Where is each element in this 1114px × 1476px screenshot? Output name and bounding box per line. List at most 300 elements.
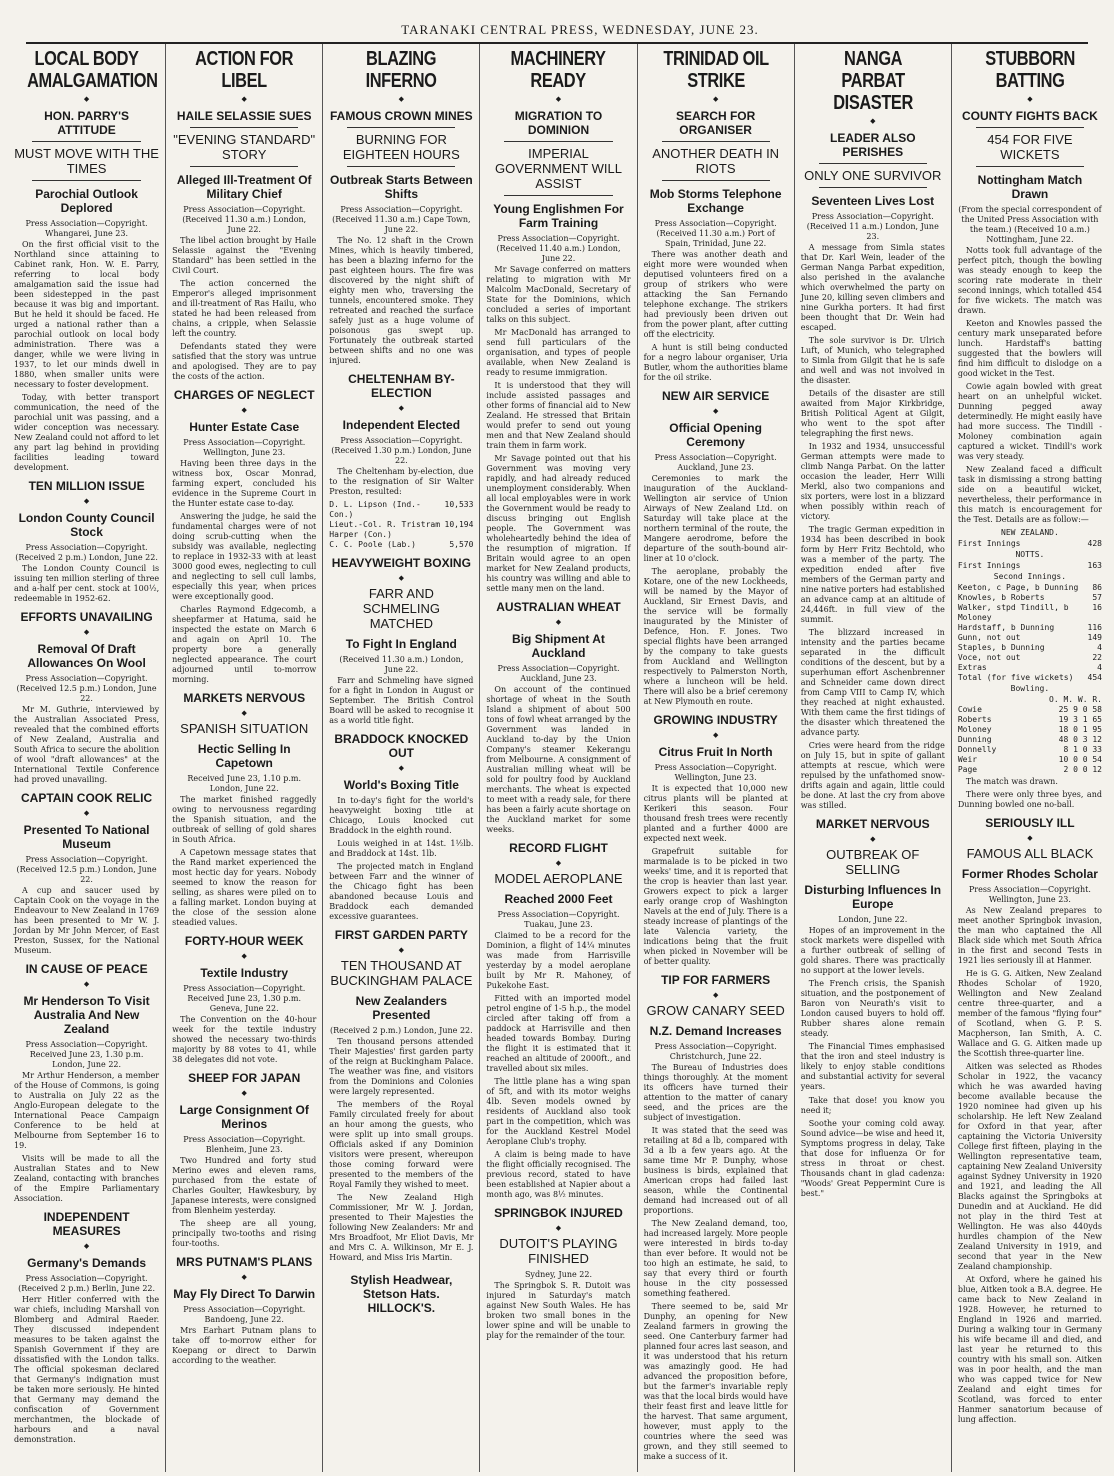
subheading: Mr Henderson To Visit Australia And New Zealand [23, 994, 150, 1036]
candidate-name: Lieut.-Col. R. Tristram Harper (Con.) [329, 520, 441, 539]
body-paragraph: The Springbok S. R. Dutoit was injured in Saturday's match against New South Wales. He has broken two small bones in the lower spine and will be unable to play for the remainder of the tour. [486, 1281, 631, 1340]
runs: 4 [1097, 643, 1102, 652]
batsman: Extras [957, 663, 987, 672]
headline: TRINIDAD OIL STRIKE [662, 48, 769, 92]
body-paragraph: A cup and saucer used by Captain Cook on the voyage in the Endeavour to New Zealand in 1769 has been presented to Mr W. J. Jordan by Mr John Mercer, of East Preston, Sussex, for the National Museum. [14, 886, 160, 955]
column-5 [637, 44, 794, 1472]
article-peace [14, 962, 159, 1204]
body-paragraph: The sole survivor is Dr. Ulrich Luft, of Munich, who telegraphed to Simla from Gilgit that he is safe and well and was not involved in the disaster. [800, 336, 945, 385]
bowling-figures: 19 3 1 65 [1058, 715, 1102, 724]
dateline: Press Association—Copyright. Bandoeng, June 22. [183, 1305, 306, 1324]
body-paragraph: There was another death and eight more were wounded when deputised volunteers fired on a group of strikers who were attacking the San Fernando telephone exchange. The strikers had previously been driven out from the power plant, after cutting off the electricity. [643, 250, 788, 339]
article-canary-seed [644, 973, 788, 1462]
article-record-flight [486, 841, 630, 1200]
article-garden-party [329, 928, 473, 1263]
divider-ornament: ◆ [555, 95, 562, 103]
body-paragraph: The members of the Royal Family circulated freely for about an hour among the guests, who were split up into small groups. Officials asked if any Dominion visitors were present, whereupon those coming forward were presented to the members of the Royal Family they wished to meet. [329, 1100, 474, 1189]
subheading: TEN THOUSAND AT BUCKINGHAM PALACE [330, 958, 473, 988]
bowling-figures: 2 0 0 12 [1063, 765, 1102, 774]
subheading: BURNING FOR EIGHTEEN HOURS [342, 132, 460, 162]
dateline: Press Association—Copyright. (Received 11.40 a.m.) London, June 22. [496, 234, 621, 263]
batting-row [958, 623, 1102, 633]
body-paragraph: Mrs Earhart Putnam plans to take off to-morrow either for Koepang or direct to Darwin according to the weather. [172, 1326, 317, 1365]
body-paragraph: Answering the judge, he said the fundamental charges were of not doing scrub-cutting when the subsidy was available, neglecting to replace in 1932-33 with at least 3000 good ewes, neglecting to cull and neglecting to sell cull lambs, especially this year, when prices were exceptionally good. [172, 512, 317, 601]
body-paragraph: The aeroplane, probably the Kotare, one of the new Lockheeds, will be named by the Mayor of Auckland, Sir Ernest Davis, and the service will be formally inaugurated by the Minister of Defence, Hon. F. Jones. Two special flights have been arranged by the company to take guests from Auckland and Wellington respectively to Palmerston North, where a luncheon will be held. There will also be a brief ceremony at New Plymouth en route. [643, 567, 788, 706]
body-paragraph: Defendants stated they were satisfied that the story was untrue and apologised. They are to pay the costs of the action. [172, 342, 317, 381]
divider-ornament: ◆ [241, 952, 247, 960]
headline: CHARGES OF NEGLECT [173, 388, 315, 402]
divider-ornament: ◆ [398, 95, 405, 103]
article-forty-hour [172, 934, 316, 1065]
headline: SPRINGBOK INJURED [494, 1206, 623, 1220]
dateline: Press Association—Copyright. (Received 11.30 a.m.) London, June 22. [182, 205, 307, 234]
batting-row [958, 653, 1102, 663]
body-paragraph: The Cheltenham by-election, due to the resignation of Sir Walter Preston, resulted: [329, 467, 474, 496]
dateline: Press Association—Copyright. (Received 12.5 p.m.) London, June 22. [16, 855, 157, 884]
dateline: Press Association—Copyright. (Received 11.30 a.m.) Cape Town, June 22. [332, 205, 471, 234]
batting-row [958, 663, 1102, 673]
batsman: Walker, stpd Tindill, b Moloney [957, 603, 1069, 622]
subheading: MODEL AEROPLANE [494, 871, 623, 886]
batsman: Staples, b Dunning [957, 643, 1045, 652]
team-heading: NOTTS. [1015, 550, 1045, 559]
subheading: Alleged Ill-Treatment Of Military Chief [176, 173, 312, 201]
bowler: Dunning [957, 735, 992, 744]
headline: BRADDOCK KNOCKED OUT [334, 732, 469, 760]
column-4 [479, 44, 636, 1472]
article-libel [172, 48, 316, 382]
body-paragraph: Having been three days in the witness box, Oscar Monrad, farming expert, concluded his evidence in the Supreme Court in the Hunter estate case to-day. [172, 459, 317, 508]
article-citrus [644, 713, 788, 967]
body-paragraph: Keeton and Knowles passed the century mark unseparated before lunch. Hardstaff's batting suggested that the bowlers will find him difficult to dislodge on a good wicket in the Test. [957, 319, 1102, 378]
divider-ornament: ◆ [83, 1242, 90, 1250]
body-paragraph: Details of the disaster are still awaited from Major Kirkbridge, British Political Agent at Gilgit, who went to the spot after telegraphing the first news. [800, 389, 945, 438]
headline: SHEEP FOR JAPAN [188, 1071, 301, 1085]
headline: CHELTENHAM BY-ELECTION [348, 372, 455, 400]
body-paragraph: The action concerned the Emperor's alleged imprisonment and ill-treatment of Ras Hailu, who stated he had been released from chains, a cripple, when Selassie left the country. [172, 279, 317, 338]
divider-ornament: ◆ [398, 946, 405, 954]
article-braddock [329, 732, 473, 922]
divider-ornament: ◆ [1027, 95, 1033, 103]
bowling-row [958, 705, 1102, 715]
article-seriously-ill [958, 816, 1102, 1425]
subheading: Germany's Demands [27, 1256, 147, 1270]
runs: 16 [1092, 603, 1102, 612]
divider-ornament: ◆ [83, 497, 90, 505]
article-sheep-japan [172, 1071, 316, 1249]
subheading: Young Englishmen For Farm Training [493, 202, 624, 230]
batsman: Gunn, not out [957, 633, 1021, 642]
dateline: Press Association—Copyright. (Received 12.5 p.m.) London, June 22. [16, 674, 157, 703]
subheading: HAILE SELASSIE SUES [176, 109, 312, 123]
body-paragraph: In 1932 and 1934, unsuccessful German attempts were made to climb Nanga Parbat. On the latter occasion the leader, Herr Willi Merkl, also two companions and six porters, were lost in a blizzard when possibly within reach of victory. [800, 442, 945, 521]
article-market-nervous [801, 817, 945, 1092]
subheading: GROW CANARY SEED [646, 1003, 785, 1018]
body-paragraph: Two Hundred and forty stud Merino ewes and eleven rams, purchased from the estate of Charles Goulter, Hawkesbury, by Japanese interests, were consigned from Blenheim yesterday. [172, 1156, 317, 1215]
subheading: MUST MOVE WITH THE TIMES [14, 146, 159, 176]
divider [976, 127, 1084, 128]
body-paragraph: A Capetown message states that the Rand market experienced the most hectic day for years. Nobody seemed to know the reason for selling, as shares were piled on to a falling market. London buying at the close of the session alone steadied values. [172, 848, 317, 927]
innings-row [958, 561, 1102, 571]
body-paragraph: There seemed to be, said Mr Dunphy, an opening for New Zealand farmers in growing the seed. One Canterbury farmer had planned four acres last season, and it was understood that his return was amazingly good. He had advanced the proposition before, but the farmer's invariable reply was that the local birds would have their feast first and leave little for the harvest. That same argument, however, must apply to the countries where the seed was grown, and they still seemed to make a success of it. [643, 1302, 788, 1461]
body-paragraph: The New Zealand High Commissioner, Mr W. J. Jordan, presented to Their Majesties the following New Zealanders: Mr and Mrs Broadfoot, Mr Eliot Davis, Mr and Mrs C. A. Wilkinson, Mr E. J. Howard, and Miss Iris Martin. [329, 1193, 474, 1262]
body-paragraph: Today, with better transport communication, the need of the parochial unit was passing, and a wider conception was necessary. New Zealand could not afford to let any part lag behind in providing facilities leading toward development. [14, 393, 160, 472]
batsman: Knowles, b Roberts [957, 593, 1045, 602]
subheading: Disturbing Influences In Europe [804, 883, 942, 911]
bowling-row [958, 725, 1102, 735]
bowling-figures: 8 1 0 33 [1063, 745, 1102, 754]
runs: 4 [1097, 663, 1102, 672]
headline: RECORD FLIGHT [509, 841, 608, 855]
body-paragraph: There were only three byes, and Dunning bowled one no-ball. [957, 790, 1102, 809]
article-cricket [958, 48, 1102, 810]
divider-ornament: ◆ [1027, 834, 1033, 842]
vote-count: 5,570 [449, 540, 474, 549]
subheading: Parochial Outlook Deplored [35, 187, 138, 215]
subheading: ANOTHER DEATH IN RIOTS [652, 146, 780, 176]
batting-row [958, 633, 1102, 643]
subheading: Nottingham Match Drawn [977, 173, 1083, 201]
dateline: Press Association—Copyright. (Received 1.30 p.m.) London, June 22. [331, 436, 472, 465]
vote-count: 10,533 [444, 500, 474, 509]
bowler: Moloney [957, 725, 992, 734]
bowling-row [958, 765, 1102, 775]
subheading: OUTBREAK OF SELLING [826, 847, 920, 877]
innings-heading: Second Innings. [993, 572, 1067, 581]
body-paragraph: Ceremonies to mark the inauguration of the Auckland-Wellington air service of Union Airways of New Zealand Ltd. on Saturday will take place at the northern terminal of the route, the Mangere aerodrome, before the departure of the south-bound air-liner at 10 o'clock. [643, 474, 788, 563]
divider-ornament: ◆ [555, 1224, 562, 1232]
subheading: Removal Of Draft Allowances On Wool [27, 642, 146, 670]
subheading: Independent Elected [342, 418, 461, 432]
divider [347, 127, 455, 128]
body-paragraph: The libel action brought by Haile Selassie against the "Evening Standard" has been settled in the Civil Court. [172, 236, 317, 275]
subheading: N.Z. Demand Increases [649, 1024, 782, 1038]
divider-ornament: ◆ [712, 991, 719, 999]
subheading: New Zealanders Presented [355, 994, 448, 1022]
divider-ornament: ◆ [83, 628, 90, 636]
batting-row [958, 643, 1102, 653]
divider-ornament: ◆ [555, 618, 562, 626]
body-paragraph: It is expected that 10,000 new citrus plants will be planted at Kerikeri this season. Four thousand fresh trees were recently planted and a further 4000 are expected next week. [643, 784, 788, 843]
body-paragraph: Fitted with an imported model petrol engine of 1-5 h.p., the model circled after taking off from a paddock at Harrisville and then headed towards Bombay. During the flight it is estimated that it reached an altitude of 2000ft., and travelled about six miles. [486, 994, 631, 1073]
headline: AUSTRALIAN WHEAT [496, 600, 621, 614]
article-inferno [329, 48, 473, 366]
innings-label: First Innings [957, 539, 1021, 548]
bowling-columns [958, 695, 1102, 705]
batting-row [958, 593, 1102, 603]
headline: CAPTAIN COOK RELIC [21, 791, 153, 805]
article-wheat [486, 600, 630, 835]
bowling-figures: 10 0 0 54 [1058, 755, 1102, 764]
total-score: 454 [1087, 673, 1102, 682]
body-paragraph: The match was drawn. [965, 777, 1058, 786]
bowler: Weir [957, 755, 978, 764]
divider [819, 163, 927, 164]
runs: 149 [1087, 633, 1102, 642]
subheading: ONLY ONE SURVIVOR [804, 168, 942, 183]
article-nanga-parbat [801, 48, 945, 811]
subheading: Official Opening Ceremony [669, 421, 762, 449]
article-air-service [644, 389, 788, 707]
innings-score: 428 [1087, 539, 1102, 548]
divider-ornament: ◆ [241, 1273, 247, 1281]
article-ten-million [14, 479, 159, 604]
article-boxing [329, 556, 473, 726]
column-2 [165, 44, 322, 1472]
subheading: Citrus Fruit In North [658, 745, 773, 759]
divider-ornament: ◆ [241, 709, 247, 717]
divider-ornament: ◆ [241, 95, 247, 103]
divider-ornament: ◆ [712, 407, 719, 415]
result-row [329, 520, 473, 540]
dateline: Press Association—Copyright. (Received 2 p.m.) Berlin, June 22. [18, 1274, 156, 1293]
dateline: Received June 23, 1.10 p.m. London, June 22. [187, 774, 302, 793]
bowler: Page [957, 765, 978, 774]
subheading: DUTOIT'S PLAYING FINISHED [499, 1236, 618, 1266]
bowling-row [958, 755, 1102, 765]
subheading: London County Council Stock [18, 511, 155, 539]
bowling-figures: 18 0 1 95 [1058, 725, 1102, 734]
divider-ornament: ◆ [83, 980, 90, 988]
batsman: Keeton, c Page, b Dunning [957, 583, 1079, 592]
dateline: Press Association—Copyright. Christchurch, June 22. [654, 1042, 777, 1061]
divider-ornament: ◆ [712, 731, 719, 739]
body-paragraph: On the first official visit to the Northland since attaining to Cabinet rank, Hon. W. E. Parry, referring to local body amalgamation said the issue had been sidestepped in the past because it was big and important. But he held it should be faced. He urged a national rather than a parochial outlook on local body administration. There was a danger, while we were living in 1937, to let our minds dwell in 1880, when smaller units were necessary to foster development. [14, 240, 160, 389]
body-paragraph: Mr MacDonald has arranged to send full particulars of the organisation, and types of people available, when New Zealand is ready to resume immigration. [486, 328, 631, 377]
body-paragraph: The Bureau of Industries does things thoroughly. At the moment its officers have turned their attention to the matter of canary seed, and the prices are the subject of investigation. [643, 1063, 788, 1122]
result-row [329, 540, 473, 550]
column-1 [8, 44, 165, 1472]
divider-ornament: ◆ [241, 1089, 247, 1097]
dateline: Sydney, June 22. [524, 1270, 593, 1279]
dateline: Press Association—Copyright. Auckland, June 23. [654, 453, 777, 472]
divider-ornament: ◆ [712, 95, 719, 103]
dateline: Press Association—Copyright. Wellington, June 23. [968, 885, 1091, 904]
runs: 57 [1092, 593, 1102, 602]
divider [32, 180, 141, 181]
article-local-body [14, 48, 159, 473]
runs: 86 [1092, 583, 1102, 592]
body-paragraph: The blizzard increased in intensity and the parties became separated in the difficult conditions of the descent, but by a superhuman effort Aschenbrenner and Schneider came down direct from Camp VIII to Camp IV, which they reached at night exhausted. With them came the first tidings of the disaster which threatened the advance party. [800, 628, 945, 737]
subheading: Presented To National Museum [23, 823, 150, 851]
body-paragraph: Notts took full advantage of the perfect pitch, though the bowling was steady enough to keep the scoring rate moderate in their second innings, which totalled 454 for five wickets. The match was drawn. [957, 246, 1102, 315]
candidate-name: C. C. Poole (Lab.) [329, 540, 416, 549]
subheading: LEADER ALSO PERISHES [829, 131, 916, 159]
headline: TEN MILLION ISSUE [28, 479, 145, 493]
team-heading: NEW ZEALAND. [1001, 528, 1059, 537]
divider [347, 166, 455, 167]
body-paragraph: Aitken was selected as Rhodes Scholar in 1922, the vacancy which he was awarded having become available because the 1920 nominee had given up his scholarship. He left New Zealand for Oxford in that year, after captaining the Victoria University College first fifteen, playing in the Wellington representative team, captaining New Zealand University against Sydney University in 1920 and 1921, and leading the All Blacks against the Springboks at Dunedin and at Auckland. He did not play in the third Test at Wellington. He was also 440yds hurdles champion of the New Zealand University in 1919, and second that year in the New Zealand championship. [957, 1062, 1102, 1271]
dateline: Press Association—Copyright. (Received 2 p.m.) London, June 22. [15, 543, 158, 562]
body-paragraph: The Convention on the 40-hour week for the textile industry showed the necessary two-thirds majority by 88 votes to 41, while 38 delegates did not vote. [172, 1015, 317, 1064]
article-neglect [172, 388, 316, 685]
body-paragraph: A message from Simla states that Dr. Karl Wein, leader of the German Nanga Parbat expedition, also perished in the avalanche which overwhelmed the party on June 20, killing seven climbers and nine Gurkha porters. It had first been thought that Dr. Wein had escaped. [800, 243, 945, 332]
headline: MARKETS NERVOUS [183, 691, 306, 705]
dateline: London, June 22. [838, 915, 908, 924]
page-folio: TARANAKI CENTRAL PRESS, WEDNESDAY, JUNE 23. [401, 22, 759, 37]
election-results [329, 500, 473, 550]
body-paragraph: The Financial Times emphasised that the iron and steel industry is likely to enjoy stable conditions and substantial activity for several years. [800, 1042, 945, 1091]
body-paragraph: As New Zealand prepares to meet another Springbok invasion, the man who captained the All Black side which met South Africa in the first and second Tests in 1921 lies seriously ill at Hanmer. [957, 906, 1102, 965]
body-paragraph: The little plane has a wing span of 5ft, and with its motor weighs 4lb. Seven models owned by residents of Auckland also took part in the competition, which was for the Auckland Kestrel Model Aeroplane Club's trophy. [486, 1077, 631, 1146]
dateline: Press Association—Copyright. Received June 23, 1.30 p.m. London, June 22. [25, 1040, 148, 1069]
batting-row [958, 583, 1102, 593]
article-trinidad [644, 48, 788, 383]
candidate-name: D. L. Lipson (Ind.-Con.) [329, 500, 421, 519]
divider-ornament: ◆ [83, 95, 90, 103]
bowling-column-labels: O. M. W. R. [1049, 695, 1102, 704]
headline: GROWING INDUSTRY [653, 713, 778, 727]
headline: STUBBORN BATTING [985, 48, 1075, 92]
body-paragraph: The New Zealand demand, too, had increased largely. More people were interested in birds to-day than ever before. It would not be too high an estimate, he said, to say that every third or fourth house in the city possessed something feathered. [643, 1219, 788, 1298]
body-paragraph: The French crisis, the Spanish situation, and the postponement of Baron von Neurath's visit to London caused buyers to hold off. Rubber shares alone remain steady. [800, 979, 945, 1038]
headline: MACHINERY READY [510, 48, 606, 92]
dateline: Press Association—Copyright. Wellington, June 23. [183, 438, 306, 457]
article-springbok [486, 1206, 630, 1341]
subheading: HON. PARRY'S ATTITUDE [44, 109, 129, 137]
subheading: Outbreak Starts Between Shifts [329, 173, 473, 201]
innings-score: 163 [1087, 561, 1102, 570]
batsman: Voce, not out [957, 653, 1021, 662]
subheading: FARR AND SCHMELING MATCHED [362, 586, 440, 631]
subheading: Big Shipment At Auckland [512, 632, 605, 660]
divider-ornament: ◆ [398, 574, 405, 582]
article-markets-nervous [172, 691, 316, 928]
headline: TIP FOR FARMERS [661, 973, 771, 987]
body-paragraph: Mr Savage pointed out that his Government was moving very rapidly, and had already reduced unemployment considerably. When all local employables were in work the Government would be ready to discuss bringing out English people. The Government was wholeheartedly behind the idea of the resumption of migration. If Britain would agree to an open market for New Zealand products, his country was willing and able to settle many men on the land. [486, 454, 631, 593]
subheading: Hectic Selling In Capetown [197, 742, 291, 770]
body-paragraph: The projected match in England between Farr and the winner of the Chicago fight has been abandoned because Louis and Braddock each demanded excessive guarantees. [329, 862, 474, 921]
total-row [958, 673, 1102, 683]
subheading: "EVENING STANDARD" STORY [173, 132, 316, 162]
advertisement: Stylish Headwear, Stetson Hats. HILLOCK'S. [350, 1273, 453, 1315]
batsman: Hardstaff, b Dunning [957, 623, 1055, 632]
bowling-row [958, 715, 1102, 725]
scorecard [958, 528, 1102, 775]
body-paragraph: Ten thousand persons attended Their Majesties' first garden party of the reign at Buckingham Palace. The weather was fine, and visitors from the Dominions and Colonies were largely represented. [329, 1037, 474, 1096]
divider [504, 195, 612, 196]
body-paragraph: He is G. G. Aitken, New Zealand Rhodes Scholar of 1920, Wellington and New Zealand centre three-quarter, and a member of the famous "flying four" of Scotland, when G. P. S. Macpherson, Ian Smith, A. C. Wallace and G. G. Aitken made up the Scottish three-quarter line. [957, 969, 1102, 1058]
dateline: Press Association—Copyright. Whangarei, June 23. [25, 219, 148, 238]
subheading: Former Rhodes Scholar [961, 867, 1098, 881]
subheading: To Fight In England [345, 637, 457, 651]
subheading: Hunter Estate Case [189, 420, 300, 434]
divider [32, 141, 141, 142]
subheading: MIGRATION TO DOMINION [514, 109, 603, 137]
vote-count: 10,194 [444, 520, 474, 529]
subheading: SPANISH SITUATION [180, 721, 309, 736]
article-putnam [172, 1255, 316, 1366]
subheading: Seventeen Lives Lost [811, 194, 935, 208]
headline: NANGA PARBAT DISASTER [832, 48, 913, 114]
bowler: Donnelly [957, 745, 997, 754]
headline: MARKET NERVOUS [815, 817, 930, 831]
divider-ornament: ◆ [398, 404, 405, 412]
subheading: 454 FOR FIVE WICKETS [987, 132, 1073, 162]
subheading: SEARCH FOR ORGANISER [675, 109, 756, 137]
dateline: Press Association—Copyright. (Received 11.30 a.m.) Port of Spain, Trinidad, June 22. [654, 219, 777, 248]
subheading: COUNTY FIGHTS BACK [962, 109, 1098, 123]
body-paragraph: Visits will be made to all the Australian States and to New Zealand, contacting with branches of the Empire Parliamentary Association. [14, 1154, 160, 1203]
headline: IN CAUSE OF PEACE [25, 962, 148, 976]
body-paragraph: Hopes of an improvement in the stock markets were dispelled with a further outbreak of selling of gold shares. There was practically no support at the lower levels. [800, 926, 945, 975]
body-paragraph: Charles Raymond Edgecomb, a sheepfarmer at Hatuma, said he inspected the estate on March 6 and again on April 10. The property bore a generally neglected appearance. The court adjourned until to-morrow morning. [172, 605, 317, 684]
body-paragraph: Cries were heard from the ridge on July 15, but in spite of gallant attempts at rescue, which were repulsed by the unfathomed snow-drifts again and again, little could be done. At last the cry from above was stilled. [800, 741, 945, 810]
divider-ornament: ◆ [83, 809, 90, 817]
headline: MRS PUTNAM'S PLANS [176, 1255, 313, 1269]
batting-row [958, 603, 1102, 623]
column-7 [951, 44, 1108, 1472]
body-paragraph: Louis weighed in at 14st. 1½lb. and Braddock at 14st. 1lb. [329, 839, 474, 858]
body-paragraph: Grapefruit suitable for marmalade is to be picked in two weeks' time, and it is reported that the crop is heavier than last year. Growers expect to pick a larger early orange crop of Washington Navels at the end of July. There is a steady increase of plantings of the late Valencia variety, the indications being that the fruit when picked in November will be of better quality. [643, 847, 788, 966]
column-3 [322, 44, 479, 1472]
body-paragraph: Mr Savage conferred on matters relating to migration with Mr Malcolm MacDonald, Secretary of State for the Dominions, which concluded a series of important talks on this subject. [486, 265, 631, 324]
subheading: Large Consignment Of Merinos [179, 1103, 309, 1131]
article-cheltenham [329, 372, 473, 550]
dateline: Press Association—Copyright. Blenheim, June 23. [183, 1135, 306, 1154]
subheading: Textile Industry [200, 966, 289, 980]
news-columns [8, 44, 1108, 1472]
dateline: Press Association—Copyright. Auckland, June 23. [497, 664, 620, 683]
body-paragraph: It was stated that the seed was retailing at 8d a lb, compared with 3d a lb a few years ago. At the same time Mr P. Dunphy, whose business is birds, explained that American crops had failed last season, while the Continental demand had increased out of all proportions. [643, 1126, 788, 1215]
article-efforts [14, 610, 159, 785]
headline: INDEPENDENT MEASURES [43, 1210, 130, 1238]
divider [662, 180, 770, 181]
body-paragraph: Cowie again bowled with great heart on an unhelpful wicket. Dunning pegged away determinedly. He might easily have had more success. The Tindill - Moloney combination again captured a wicket. Tindill's work was very steady. [957, 382, 1102, 461]
divider-ornament: ◆ [398, 764, 405, 772]
dateline: Press Association—Copyright. (Received 11 a.m.) London, June 23. [806, 212, 939, 241]
bowler: Roberts [957, 715, 992, 724]
headline: HEAVYWEIGHT BOXING [331, 556, 471, 570]
body-paragraph: The sheep are all young, principally two-tooths and rising four-tooths. [172, 1219, 317, 1248]
dateline: Press Association—Copyright. Tuakau, June 23. [497, 910, 620, 929]
subheading: May Fly Direct To Darwin [173, 1287, 316, 1301]
body-paragraph: It is understood that they will include assisted passages and other forms of financial aid to New Zealand. He stressed that Britain would prefer to send out young men and that New Zealand should train them in farm work. [486, 381, 631, 450]
dateline: (From the special correspondent of the United Press Association with the team.) (Received 10 a.m.) Nottingham, June 22. [958, 205, 1102, 244]
divider [819, 187, 927, 188]
advertisement-peppermint [801, 1096, 945, 1199]
body-paragraph: Mr Arthur Henderson, a member of the House of Commons, is going to Australia on July 22 as the Anglo-European delegate to the International Peace Campaign Conference to be held at Melbourne from September 16 to 19. [14, 1071, 160, 1150]
body-paragraph: The tragic German expedition in 1934 has been described in book form by Herr Fritz Bechtold, who was a member of the party. The expedition ended after five members of the German party and nine native porters had established an advance camp at an altitude of 24,446ft. in full view of the summit. [800, 525, 945, 624]
headline: BLAZING INFERNO [365, 48, 437, 92]
body-paragraph: The market finished raggedly owing to nervousness regarding the Spanish situation, and the outbreak of selling of gold shares in South Africa. [172, 795, 317, 844]
divider [504, 141, 612, 142]
body-paragraph: Farr and Schmeling have signed for a fight in London in August or September. The British Control Board will be asked to recognise it as a world title fight. [329, 676, 474, 725]
subheading: FAMOUS ALL BLACK [966, 846, 1094, 861]
divider-ornament: ◆ [241, 406, 247, 414]
headline: LOCAL BODY AMALGAMATION [27, 48, 158, 92]
bowling-figures: 25 9 0 58 [1058, 705, 1102, 714]
result-row [329, 500, 473, 520]
headline: SERIOUSLY ILL [985, 816, 1075, 830]
divider-ornament: ◆ [870, 835, 876, 843]
divider [190, 166, 298, 167]
subheading: IMPERIAL GOVERNMENT WILL ASSIST [495, 146, 622, 191]
body-paragraph: A hunt is still being conducted for a negro labour organiser, Uria Butler, whom the authorities blame for the oil strike. [643, 343, 788, 382]
headline: FORTY-HOUR WEEK [184, 934, 304, 948]
innings-row [958, 539, 1102, 549]
bowling-figures: 48 0 3 12 [1058, 735, 1102, 744]
ad-verse: Soothe your coming cold away. Sound advice—be wise and heed it, Symptoms progress in delay, Take that dose for influenza Or for stress in throat or chest. Thousands chant in glad cadenza: "Woods' Great Peppermint Cure is best." [800, 1119, 945, 1198]
bowling-heading: Bowling. [1010, 684, 1050, 693]
body-paragraph: The No. 12 shaft in the Crown Mines, which is heavily timbered, has been a blazing inferno for the past eighteen hours. The fire was discovered by the night shift of eighty men who, traversing the tunnels, encountered smoke. They retreated and reached the surface safely just as a huge volume of poisonous gas swept up. Fortunately the outbreak started between shifts and no one was injured. [329, 236, 474, 365]
bowling-row [958, 745, 1102, 755]
innings-label: First Innings [957, 561, 1021, 570]
body-paragraph: Herr Hitler conferred with the war chiefs, including Marshall von Blomberg and Admiral Raeder. They discussed independent measures to be taken against the Spanish Government if they are dissatisfied with the London talks. The official spokesman declared that Germany's indignation must be taken more seriously. He hinted that Germany may demand the confiscation of Government merchantmen, the blockade of harbours and a naval demonstration. [14, 1295, 160, 1444]
headline: FIRST GARDEN PARTY [334, 928, 468, 942]
subheading: FAMOUS CROWN MINES [330, 109, 473, 123]
subheading: World's Boxing Title [343, 778, 459, 792]
